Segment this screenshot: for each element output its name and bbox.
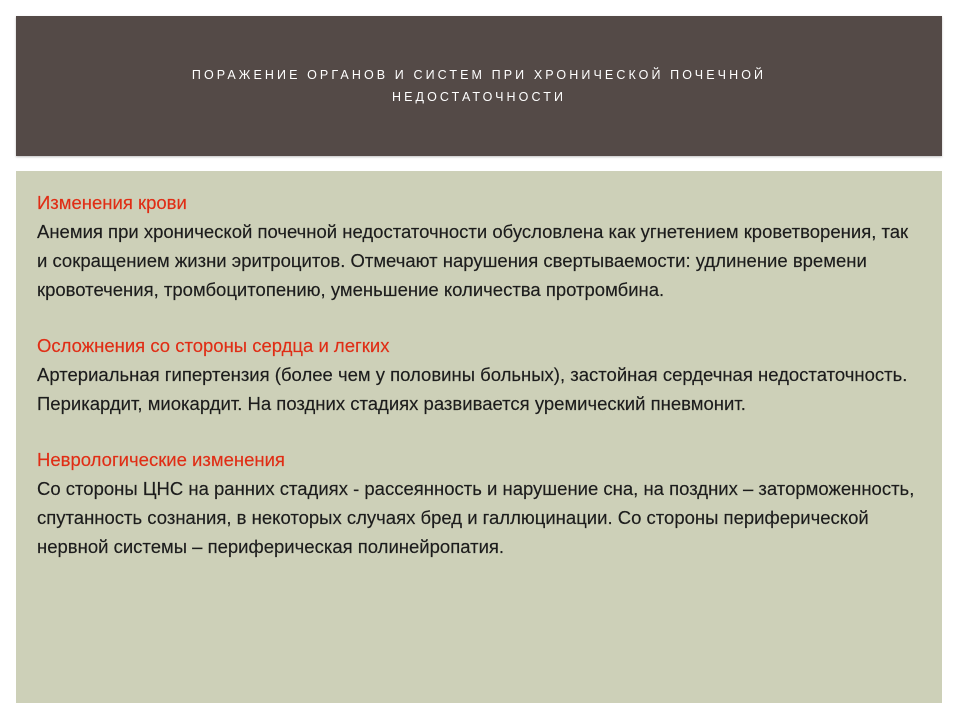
slide-content-panel — [16, 171, 942, 703]
slide-title-bar — [16, 16, 942, 156]
section-text: Со стороны ЦНС на ранних стадиях - рассеянность и нарушение сна, на поздних – заторможенность, спутанность сознания, в некоторых случаях бред и галлюцинации. Со стороны периферической нервной системы – периферическая полинейропатия. — [37, 478, 915, 557]
section-text: Анемия при хронической почечной недостаточности обусловлена как угнетением кроветворения, так и сокращением жизни эритроцитов. Отмечают нарушения свертываемости: удлинение времени кровотечения, тромбоцитопению, уменьшение количества протромбина. — [37, 221, 909, 300]
section-heart-lung-complications — [37, 331, 918, 418]
slide-title: ПОРАЖЕНИЕ ОРГАНОВ И СИСТЕМ ПРИ ХРОНИЧЕСКОЙ ПОЧЕЧНОЙ НЕДОСТАТОЧНОСТИ — [191, 68, 767, 104]
section-text: Артериальная гипертензия (более чем у половины больных), застойная сердечная недостаточность. Перикардит, миокардит. На поздних стадиях развивается уремический пневмонит. — [37, 364, 908, 414]
section-heading: Осложнения со стороны сердца и легких — [37, 335, 390, 356]
section-neurological-changes — [37, 445, 918, 561]
section-heading: Неврологические изменения — [37, 449, 285, 470]
section-blood-changes — [37, 188, 918, 304]
section-heading: Изменения крови — [37, 192, 187, 213]
